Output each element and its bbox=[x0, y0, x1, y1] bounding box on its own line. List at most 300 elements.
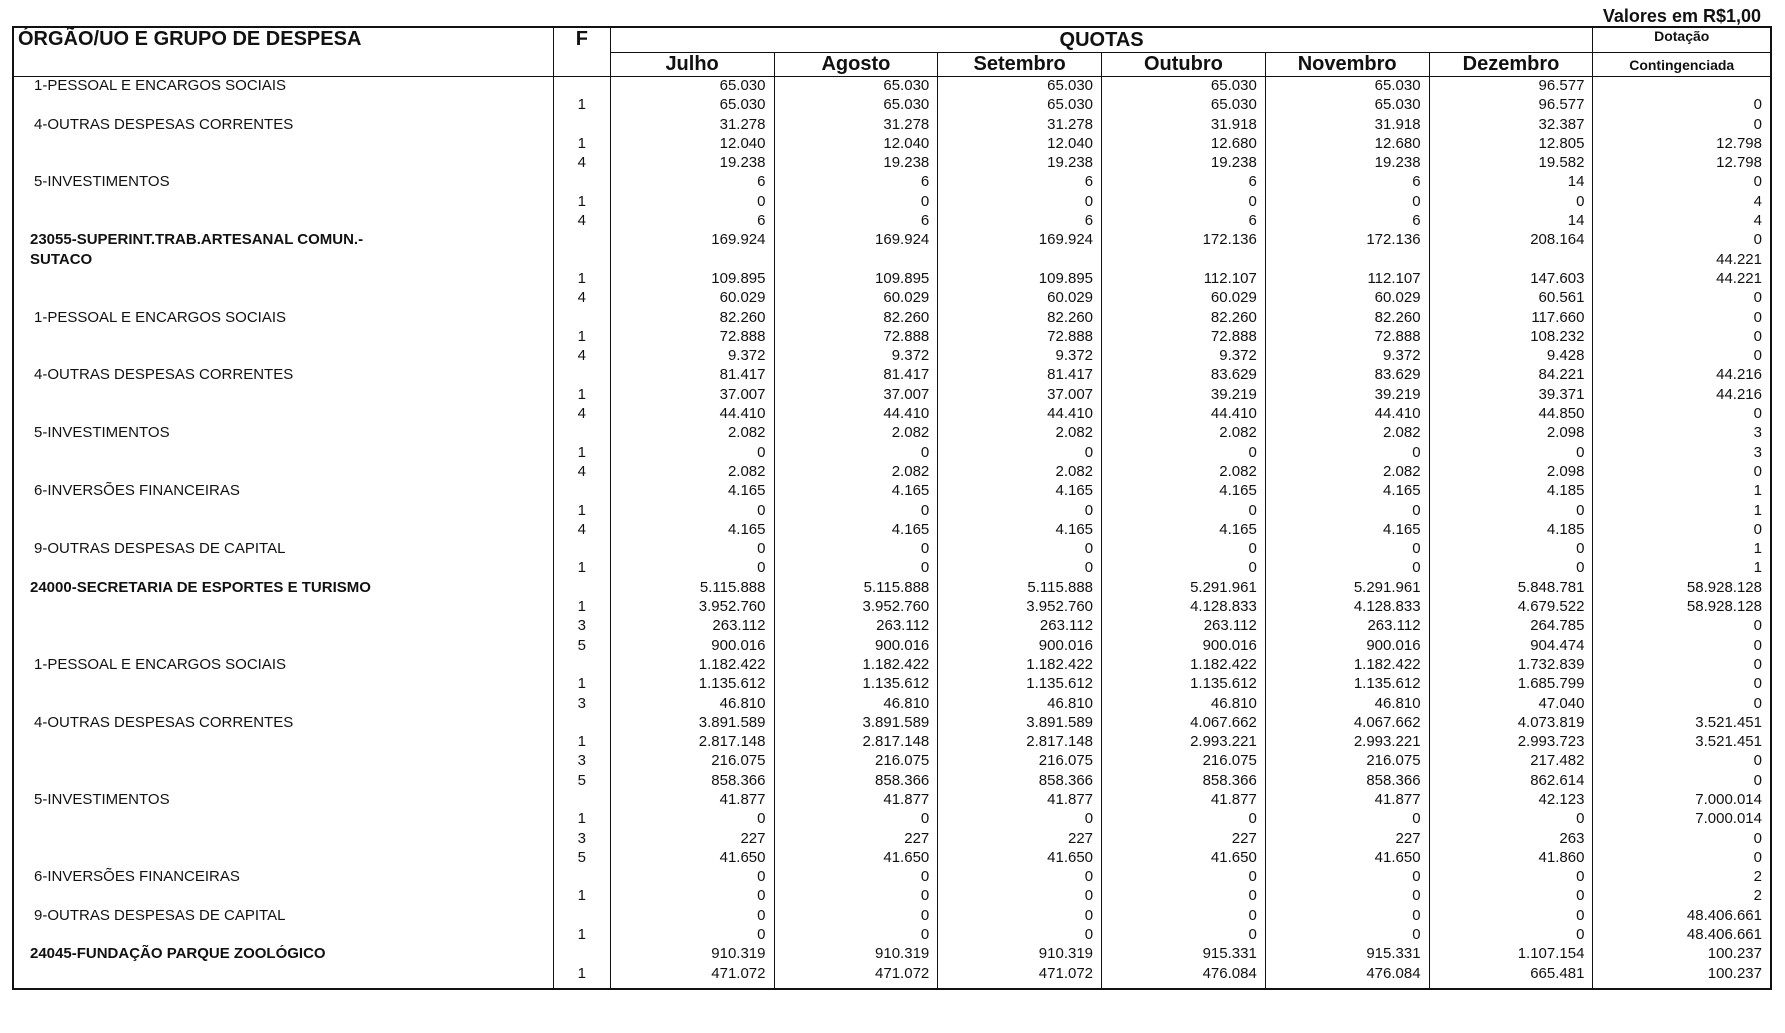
quota-value-cell: 19.238 bbox=[610, 154, 774, 173]
quota-value-cell: 6 bbox=[610, 173, 774, 192]
quota-value-cell: 96.577 bbox=[1429, 77, 1593, 97]
expense-group-label: 5-INVESTIMENTOS bbox=[13, 424, 553, 443]
table-row bbox=[13, 714, 1771, 733]
source-code-cell: 1 bbox=[553, 887, 610, 906]
quota-value-cell: 19.238 bbox=[938, 154, 1102, 173]
contingency-value-cell: 4 bbox=[1593, 212, 1771, 231]
quota-value-cell: 862.614 bbox=[1429, 772, 1593, 791]
table-row bbox=[13, 752, 1771, 771]
source-code-cell: 1 bbox=[553, 328, 610, 347]
expense-group-label: 4-OUTRAS DESPESAS CORRENTES bbox=[13, 366, 553, 385]
quota-value-cell: 109.895 bbox=[774, 270, 938, 289]
quota-value-cell: 44.410 bbox=[774, 405, 938, 424]
quota-value-cell: 46.810 bbox=[774, 695, 938, 714]
quota-value-cell: 84.221 bbox=[1429, 366, 1593, 385]
expense-group-label bbox=[13, 695, 553, 714]
table-row bbox=[13, 77, 1771, 97]
quota-value-cell: 0 bbox=[1102, 926, 1266, 945]
expense-group-label bbox=[13, 752, 553, 771]
quota-value-cell: 83.629 bbox=[1265, 366, 1429, 385]
quota-value-cell: 4.679.522 bbox=[1429, 598, 1593, 617]
source-code-cell: 1 bbox=[553, 502, 610, 521]
expense-group-label bbox=[13, 849, 553, 868]
expense-group-label bbox=[13, 733, 553, 752]
quota-value-cell: 263.112 bbox=[1102, 617, 1266, 636]
contingency-value-cell: 0 bbox=[1593, 772, 1771, 791]
table-row bbox=[13, 965, 1771, 989]
expense-group-label bbox=[13, 347, 553, 366]
expense-group-label bbox=[13, 810, 553, 829]
quota-value-cell: 31.918 bbox=[1102, 116, 1266, 135]
quota-value-cell: 1.135.612 bbox=[610, 675, 774, 694]
quota-value-cell: 0 bbox=[1429, 907, 1593, 926]
source-code-cell bbox=[553, 656, 610, 675]
expense-group-label: 4-OUTRAS DESPESAS CORRENTES bbox=[13, 116, 553, 135]
source-code-cell bbox=[553, 791, 610, 810]
table-row bbox=[13, 791, 1771, 810]
quota-value-cell: 0 bbox=[1265, 887, 1429, 906]
quota-value-cell: 31.918 bbox=[1265, 116, 1429, 135]
quota-value-cell: 0 bbox=[610, 444, 774, 463]
source-code-cell bbox=[553, 579, 610, 598]
quota-value-cell bbox=[938, 251, 1102, 270]
table-row bbox=[13, 309, 1771, 328]
source-code-cell: 3 bbox=[553, 752, 610, 771]
quota-value-cell: 81.417 bbox=[774, 366, 938, 385]
quota-value-cell: 2.082 bbox=[774, 463, 938, 482]
source-code-cell: 1 bbox=[553, 386, 610, 405]
expense-group-label bbox=[13, 405, 553, 424]
contingency-value-cell: 0 bbox=[1593, 617, 1771, 636]
expense-group-label: 5-INVESTIMENTOS bbox=[13, 791, 553, 810]
quota-value-cell: 6 bbox=[610, 212, 774, 231]
contingency-value-cell: 2 bbox=[1593, 887, 1771, 906]
source-code-cell: 4 bbox=[553, 289, 610, 308]
quota-value-cell: 31.278 bbox=[610, 116, 774, 135]
quota-value-cell: 3.952.760 bbox=[774, 598, 938, 617]
contingency-value-cell: 3 bbox=[1593, 444, 1771, 463]
expense-group-label bbox=[13, 154, 553, 173]
quota-value-cell: 0 bbox=[1265, 540, 1429, 559]
table-row bbox=[13, 444, 1771, 463]
quota-value-cell: 900.016 bbox=[1265, 637, 1429, 656]
quota-value-cell: 0 bbox=[1102, 444, 1266, 463]
quota-value-cell: 65.030 bbox=[774, 96, 938, 115]
table-row bbox=[13, 193, 1771, 212]
quota-value-cell: 5.291.961 bbox=[1265, 579, 1429, 598]
column-header-quotas: QUOTAS bbox=[610, 27, 1593, 53]
table-row bbox=[13, 366, 1771, 385]
quota-value-cell: 2.082 bbox=[1265, 424, 1429, 443]
quota-value-cell: 60.029 bbox=[1265, 289, 1429, 308]
quota-value-cell: 0 bbox=[938, 887, 1102, 906]
quota-value-cell: 9.372 bbox=[610, 347, 774, 366]
quota-value-cell: 1.135.612 bbox=[938, 675, 1102, 694]
units-note: Valores em R$1,00 bbox=[1602, 6, 1761, 26]
quota-value-cell: 5.115.888 bbox=[774, 579, 938, 598]
quota-value-cell: 1.182.422 bbox=[1102, 656, 1266, 675]
table-row bbox=[13, 251, 1771, 270]
quota-value-cell: 12.040 bbox=[938, 135, 1102, 154]
source-code-cell: 5 bbox=[553, 637, 610, 656]
source-code-cell: 1 bbox=[553, 193, 610, 212]
expense-group-label bbox=[13, 559, 553, 578]
table-body bbox=[13, 77, 1771, 989]
quota-value-cell: 3.952.760 bbox=[610, 598, 774, 617]
contingency-value-cell: 1 bbox=[1593, 540, 1771, 559]
source-code-cell bbox=[553, 540, 610, 559]
quota-value-cell: 9.372 bbox=[1265, 347, 1429, 366]
quota-value-cell: 39.219 bbox=[1102, 386, 1266, 405]
quota-value-cell: 2.082 bbox=[610, 463, 774, 482]
contingency-value-cell: 7.000.014 bbox=[1593, 791, 1771, 810]
table-row bbox=[13, 173, 1771, 192]
contingency-value-cell: 0 bbox=[1593, 347, 1771, 366]
table-row bbox=[13, 386, 1771, 405]
quota-value-cell: 41.877 bbox=[938, 791, 1102, 810]
quota-value-cell: 2.082 bbox=[1102, 424, 1266, 443]
quota-value-cell: 14 bbox=[1429, 212, 1593, 231]
quota-value-cell: 1.182.422 bbox=[774, 656, 938, 675]
quota-value-cell: 109.895 bbox=[938, 270, 1102, 289]
quota-value-cell: 1.182.422 bbox=[1265, 656, 1429, 675]
quota-value-cell: 858.366 bbox=[774, 772, 938, 791]
table-row bbox=[13, 521, 1771, 540]
contingency-value-cell: 0 bbox=[1593, 656, 1771, 675]
contingency-value-cell: 12.798 bbox=[1593, 135, 1771, 154]
quota-value-cell: 4.165 bbox=[1102, 521, 1266, 540]
quota-value-cell: 41.650 bbox=[1265, 849, 1429, 868]
table-row bbox=[13, 502, 1771, 521]
source-code-cell: 3 bbox=[553, 617, 610, 636]
expense-group-label bbox=[13, 637, 553, 656]
quota-value-cell: 65.030 bbox=[774, 77, 938, 97]
quota-value-cell: 44.850 bbox=[1429, 405, 1593, 424]
contingency-value-cell: 0 bbox=[1593, 289, 1771, 308]
table-row bbox=[13, 656, 1771, 675]
column-header-month: Dezembro bbox=[1429, 53, 1593, 77]
quota-value-cell: 6 bbox=[1265, 173, 1429, 192]
quota-value-cell: 0 bbox=[774, 868, 938, 887]
expense-group-label: 9-OUTRAS DESPESAS DE CAPITAL bbox=[13, 907, 553, 926]
quota-value-cell: 900.016 bbox=[774, 637, 938, 656]
source-code-cell: 1 bbox=[553, 96, 610, 115]
quota-value-cell: 65.030 bbox=[610, 96, 774, 115]
quota-value-cell: 42.123 bbox=[1429, 791, 1593, 810]
expense-group-label bbox=[13, 386, 553, 405]
quota-value-cell: 0 bbox=[1429, 193, 1593, 212]
quota-value-cell: 263.112 bbox=[610, 617, 774, 636]
expense-group-label bbox=[13, 926, 553, 945]
quota-value-cell: 60.561 bbox=[1429, 289, 1593, 308]
expense-group-label bbox=[13, 212, 553, 231]
quota-value-cell bbox=[1429, 251, 1593, 270]
quota-value-cell: 5.115.888 bbox=[938, 579, 1102, 598]
quota-value-cell: 60.029 bbox=[774, 289, 938, 308]
contingency-value-cell: 0 bbox=[1593, 752, 1771, 771]
quota-value-cell: 0 bbox=[774, 810, 938, 829]
source-code-cell bbox=[553, 309, 610, 328]
column-header-month: Outubro bbox=[1102, 53, 1266, 77]
quota-value-cell: 1.685.799 bbox=[1429, 675, 1593, 694]
quota-value-cell: 0 bbox=[774, 887, 938, 906]
quota-value-cell: 227 bbox=[610, 830, 774, 849]
quota-value-cell: 665.481 bbox=[1429, 965, 1593, 989]
quota-value-cell: 5.291.961 bbox=[1102, 579, 1266, 598]
table-row bbox=[13, 347, 1771, 366]
quota-value-cell: 0 bbox=[774, 193, 938, 212]
quota-value-cell: 12.805 bbox=[1429, 135, 1593, 154]
source-code-cell bbox=[553, 907, 610, 926]
contingency-value-cell: 48.406.661 bbox=[1593, 926, 1771, 945]
quota-value-cell: 44.410 bbox=[610, 405, 774, 424]
quota-value-cell: 0 bbox=[774, 926, 938, 945]
quota-value-cell bbox=[1102, 251, 1266, 270]
expense-group-label: 9-OUTRAS DESPESAS DE CAPITAL bbox=[13, 540, 553, 559]
quota-value-cell: 41.650 bbox=[774, 849, 938, 868]
source-code-cell: 1 bbox=[553, 810, 610, 829]
table-row bbox=[13, 907, 1771, 926]
quota-value-cell: 65.030 bbox=[938, 96, 1102, 115]
quota-value-cell: 4.165 bbox=[1265, 482, 1429, 501]
quota-value-cell: 60.029 bbox=[1102, 289, 1266, 308]
quota-value-cell: 65.030 bbox=[1265, 96, 1429, 115]
quota-value-cell: 1.732.839 bbox=[1429, 656, 1593, 675]
quota-value-cell: 41.650 bbox=[938, 849, 1102, 868]
quota-value-cell: 6 bbox=[1102, 173, 1266, 192]
table-row bbox=[13, 212, 1771, 231]
quota-value-cell: 476.084 bbox=[1265, 965, 1429, 989]
contingency-value-cell: 0 bbox=[1593, 231, 1771, 250]
contingency-value-cell: 0 bbox=[1593, 173, 1771, 192]
quota-value-cell: 47.040 bbox=[1429, 695, 1593, 714]
source-code-cell: 4 bbox=[553, 347, 610, 366]
quota-value-cell: 858.366 bbox=[610, 772, 774, 791]
table-row bbox=[13, 424, 1771, 443]
quota-value-cell: 227 bbox=[774, 830, 938, 849]
quota-value-cell: 858.366 bbox=[1102, 772, 1266, 791]
quota-value-cell: 263.112 bbox=[774, 617, 938, 636]
table-row bbox=[13, 849, 1771, 868]
source-code-cell bbox=[553, 77, 610, 97]
quota-value-cell: 0 bbox=[938, 444, 1102, 463]
quota-value-cell: 0 bbox=[938, 907, 1102, 926]
quota-value-cell: 72.888 bbox=[938, 328, 1102, 347]
quota-value-cell: 6 bbox=[938, 173, 1102, 192]
quota-value-cell: 0 bbox=[1265, 193, 1429, 212]
quota-value-cell: 65.030 bbox=[938, 77, 1102, 97]
source-code-cell: 4 bbox=[553, 463, 610, 482]
contingency-value-cell: 44.221 bbox=[1593, 270, 1771, 289]
quota-value-cell: 0 bbox=[1265, 444, 1429, 463]
table-row bbox=[13, 579, 1771, 598]
expense-group-label bbox=[13, 193, 553, 212]
quota-value-cell: 0 bbox=[938, 926, 1102, 945]
column-header-contingenciada: Contingenciada bbox=[1593, 53, 1771, 77]
quota-value-cell: 0 bbox=[1102, 907, 1266, 926]
quota-value-cell: 5.848.781 bbox=[1429, 579, 1593, 598]
contingency-value-cell: 1 bbox=[1593, 482, 1771, 501]
source-code-cell bbox=[553, 714, 610, 733]
quota-value-cell: 2.082 bbox=[938, 424, 1102, 443]
quota-value-cell: 0 bbox=[1265, 907, 1429, 926]
source-code-cell: 1 bbox=[553, 559, 610, 578]
column-header-month: Julho bbox=[610, 53, 774, 77]
quota-value-cell: 12.040 bbox=[774, 135, 938, 154]
quota-value-cell: 3.891.589 bbox=[774, 714, 938, 733]
quota-value-cell: 9.372 bbox=[1102, 347, 1266, 366]
contingency-value-cell: 0 bbox=[1593, 328, 1771, 347]
quota-value-cell: 44.410 bbox=[938, 405, 1102, 424]
expense-group-label bbox=[13, 502, 553, 521]
quota-value-cell: 41.650 bbox=[1102, 849, 1266, 868]
quota-value-cell: 112.107 bbox=[1102, 270, 1266, 289]
source-code-cell: 3 bbox=[553, 830, 610, 849]
expense-group-label bbox=[13, 598, 553, 617]
quota-value-cell: 2.817.148 bbox=[774, 733, 938, 752]
quota-value-cell: 2.082 bbox=[938, 463, 1102, 482]
quota-value-cell: 0 bbox=[1102, 868, 1266, 887]
quota-value-cell: 46.810 bbox=[610, 695, 774, 714]
source-code-cell bbox=[553, 945, 610, 964]
quota-value-cell: 46.810 bbox=[1265, 695, 1429, 714]
contingency-value-cell: 0 bbox=[1593, 116, 1771, 135]
quota-value-cell: 39.219 bbox=[1265, 386, 1429, 405]
expense-group-label bbox=[13, 830, 553, 849]
contingency-value-cell: 0 bbox=[1593, 463, 1771, 482]
source-code-cell: 4 bbox=[553, 405, 610, 424]
quota-value-cell: 4.165 bbox=[938, 521, 1102, 540]
quota-value-cell: 14 bbox=[1429, 173, 1593, 192]
quota-value-cell: 0 bbox=[610, 193, 774, 212]
source-code-cell: 1 bbox=[553, 135, 610, 154]
quota-value-cell: 0 bbox=[938, 810, 1102, 829]
quota-value-cell: 263 bbox=[1429, 830, 1593, 849]
quota-value-cell: 72.888 bbox=[1265, 328, 1429, 347]
quota-value-cell: 44.410 bbox=[1265, 405, 1429, 424]
table-row bbox=[13, 868, 1771, 887]
quota-value-cell: 32.387 bbox=[1429, 116, 1593, 135]
expense-group-label bbox=[13, 463, 553, 482]
table-row bbox=[13, 231, 1771, 250]
table-row bbox=[13, 270, 1771, 289]
contingency-value-cell: 100.237 bbox=[1593, 965, 1771, 989]
contingency-value-cell: 44.216 bbox=[1593, 366, 1771, 385]
contingency-value-cell: 3 bbox=[1593, 424, 1771, 443]
quota-value-cell: 4.185 bbox=[1429, 482, 1593, 501]
quota-value-cell: 0 bbox=[1429, 559, 1593, 578]
column-header-org: ÓRGÃO/UO E GRUPO DE DESPESA bbox=[13, 27, 553, 77]
contingency-value-cell bbox=[1593, 77, 1771, 97]
table-row bbox=[13, 945, 1771, 964]
expense-group-label: 5-INVESTIMENTOS bbox=[13, 173, 553, 192]
quota-value-cell: 2.993.723 bbox=[1429, 733, 1593, 752]
quota-value-cell: 109.895 bbox=[610, 270, 774, 289]
source-code-cell: 5 bbox=[553, 849, 610, 868]
quota-value-cell: 4.165 bbox=[774, 482, 938, 501]
quota-value-cell: 41.877 bbox=[1102, 791, 1266, 810]
quota-value-cell: 147.603 bbox=[1429, 270, 1593, 289]
source-code-cell: 1 bbox=[553, 444, 610, 463]
source-code-cell bbox=[553, 424, 610, 443]
quota-value-cell: 72.888 bbox=[610, 328, 774, 347]
quota-value-cell: 0 bbox=[938, 868, 1102, 887]
quota-value-cell: 4.128.833 bbox=[1102, 598, 1266, 617]
quota-value-cell: 0 bbox=[938, 559, 1102, 578]
expense-group-label: 4-OUTRAS DESPESAS CORRENTES bbox=[13, 714, 553, 733]
source-code-cell bbox=[553, 173, 610, 192]
contingency-value-cell: 58.928.128 bbox=[1593, 579, 1771, 598]
quota-value-cell: 0 bbox=[610, 868, 774, 887]
quota-value-cell: 41.877 bbox=[774, 791, 938, 810]
quota-value-cell: 83.629 bbox=[1102, 366, 1266, 385]
quota-value-cell: 2.817.148 bbox=[938, 733, 1102, 752]
quota-value-cell: 2.098 bbox=[1429, 463, 1593, 482]
quota-value-cell: 4.165 bbox=[774, 521, 938, 540]
org-unit-label: 23055-SUPERINT.TRAB.ARTESANAL COMUN.- bbox=[13, 231, 553, 250]
quota-value-cell: 3.891.589 bbox=[938, 714, 1102, 733]
quota-value-cell: 0 bbox=[1265, 810, 1429, 829]
quota-value-cell: 82.260 bbox=[938, 309, 1102, 328]
contingency-value-cell: 7.000.014 bbox=[1593, 810, 1771, 829]
expense-group-label: 1-PESSOAL E ENCARGOS SOCIAIS bbox=[13, 309, 553, 328]
quota-value-cell: 19.238 bbox=[774, 154, 938, 173]
contingency-value-cell: 48.406.661 bbox=[1593, 907, 1771, 926]
expense-group-label bbox=[13, 772, 553, 791]
quota-value-cell: 0 bbox=[1429, 926, 1593, 945]
source-code-cell: 1 bbox=[553, 675, 610, 694]
quota-value-cell: 0 bbox=[1265, 926, 1429, 945]
quota-value-cell: 72.888 bbox=[1102, 328, 1266, 347]
source-code-cell bbox=[553, 231, 610, 250]
quota-value-cell: 0 bbox=[610, 559, 774, 578]
quota-value-cell: 41.860 bbox=[1429, 849, 1593, 868]
source-code-cell bbox=[553, 482, 610, 501]
quota-value-cell: 0 bbox=[774, 502, 938, 521]
table-row bbox=[13, 559, 1771, 578]
quota-value-cell: 4.067.662 bbox=[1102, 714, 1266, 733]
table-row bbox=[13, 116, 1771, 135]
expense-group-label bbox=[13, 521, 553, 540]
contingency-value-cell: 3.521.451 bbox=[1593, 714, 1771, 733]
quota-value-cell: 216.075 bbox=[938, 752, 1102, 771]
quota-value-cell: 0 bbox=[774, 444, 938, 463]
expense-group-label bbox=[13, 289, 553, 308]
contingency-value-cell: 0 bbox=[1593, 521, 1771, 540]
quota-value-cell: 6 bbox=[774, 212, 938, 231]
quota-value-cell: 2.082 bbox=[1265, 463, 1429, 482]
quota-value-cell: 216.075 bbox=[610, 752, 774, 771]
column-header-month: Setembro bbox=[938, 53, 1102, 77]
table-row bbox=[13, 637, 1771, 656]
column-header-month: Agosto bbox=[774, 53, 938, 77]
quota-value-cell: 0 bbox=[610, 502, 774, 521]
quota-value-cell: 4.067.662 bbox=[1265, 714, 1429, 733]
quota-value-cell: 1.182.422 bbox=[610, 656, 774, 675]
quota-value-cell: 6 bbox=[938, 212, 1102, 231]
quota-value-cell: 0 bbox=[1429, 502, 1593, 521]
table-row bbox=[13, 810, 1771, 829]
quota-value-cell: 0 bbox=[1102, 502, 1266, 521]
quota-value-cell: 37.007 bbox=[610, 386, 774, 405]
quota-value-cell: 112.107 bbox=[1265, 270, 1429, 289]
table-row bbox=[13, 154, 1771, 173]
contingency-value-cell: 4 bbox=[1593, 193, 1771, 212]
quota-value-cell: 12.040 bbox=[610, 135, 774, 154]
quota-value-cell: 476.084 bbox=[1102, 965, 1266, 989]
quota-value-cell: 117.660 bbox=[1429, 309, 1593, 328]
column-header-dotacao: Dotação bbox=[1593, 27, 1771, 53]
